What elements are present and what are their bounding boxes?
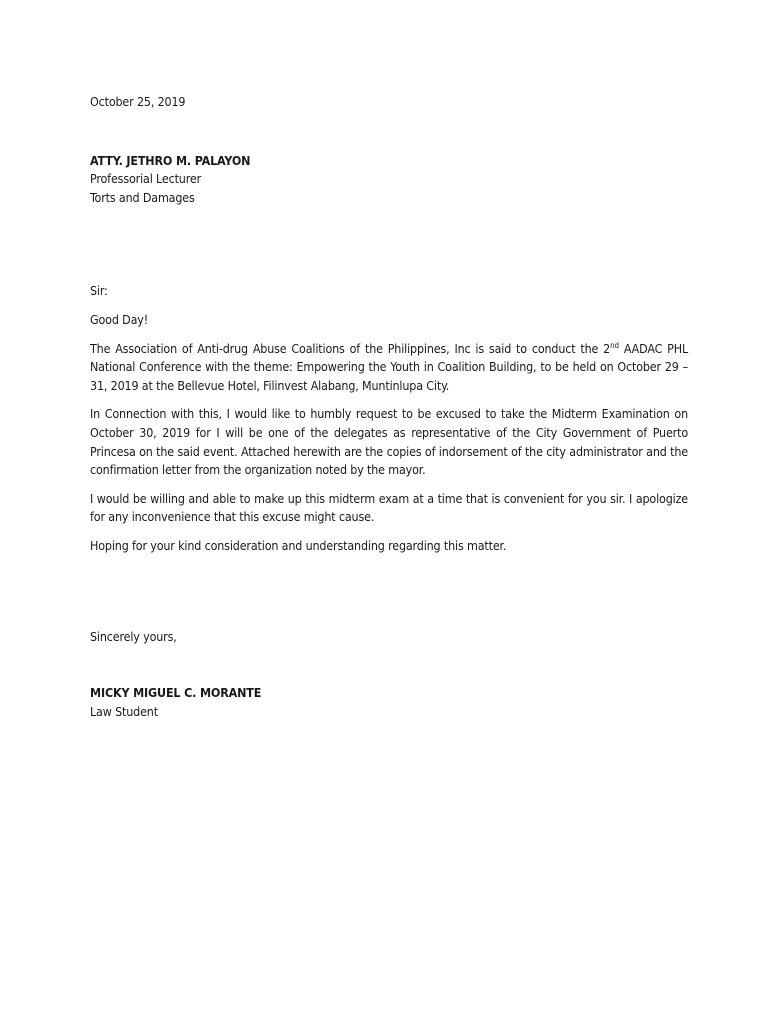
paragraph-hoping [90,537,688,556]
signer-name: MICKY MIGUEL C. MORANTE [90,685,262,701]
signer-title: Law Student [90,703,158,719]
letter-body [90,93,688,721]
greeting: Good Day! [90,311,149,327]
paragraph-request [90,405,688,479]
closing: Sincerely yours, [90,628,177,644]
paragraph-hoping-text: Hoping for your kind consideration and understanding regarding this matter. [90,537,507,553]
salutation: Sir: [90,283,108,299]
paragraph-makeup-text: I would be willing and able to make up this midterm exam at a time that is convenient for you sir. I apologize for any inconvenience that this excuse might cause. [90,490,688,525]
paragraph-conference-part2: AADAC PHL National Conference with the theme: Empowering the Youth in Coalition Building, to be held on October 29 – 31, 2019 at the Bellevue Hotel, Filinvest Alabang, Muntinlupa City. [90,340,688,393]
ordinal-superscript: nd [610,340,619,350]
paragraph-conference [90,340,688,396]
recipient-course: Torts and Damages [90,189,195,205]
paragraph-conference-part1: The Association of Anti-drug Abuse Coalitions of the Philippines, Inc is said to conduct the 2 [90,340,611,356]
paragraph-makeup [90,490,688,527]
recipient-name: ATTY. JETHRO M. PALAYON [90,152,251,168]
recipient-title: Professorial Lecturer [90,171,202,187]
signer-block [90,684,688,721]
paragraph-request-text: In Connection with this, I would like to humbly request to be excused to take the Midterm Examination on October 30, 2019 for I will be one of the delegates as representative of the City Government of Puerto Princesa on the said event. Attached herewith are the copies of indorsement of the city administrator and the confirmation letter from the organization noted by the mayor. [90,406,688,478]
letter-date: October 25, 2019 [90,94,186,109]
recipient-block [90,152,688,208]
paragraph-conference-text [90,340,688,396]
